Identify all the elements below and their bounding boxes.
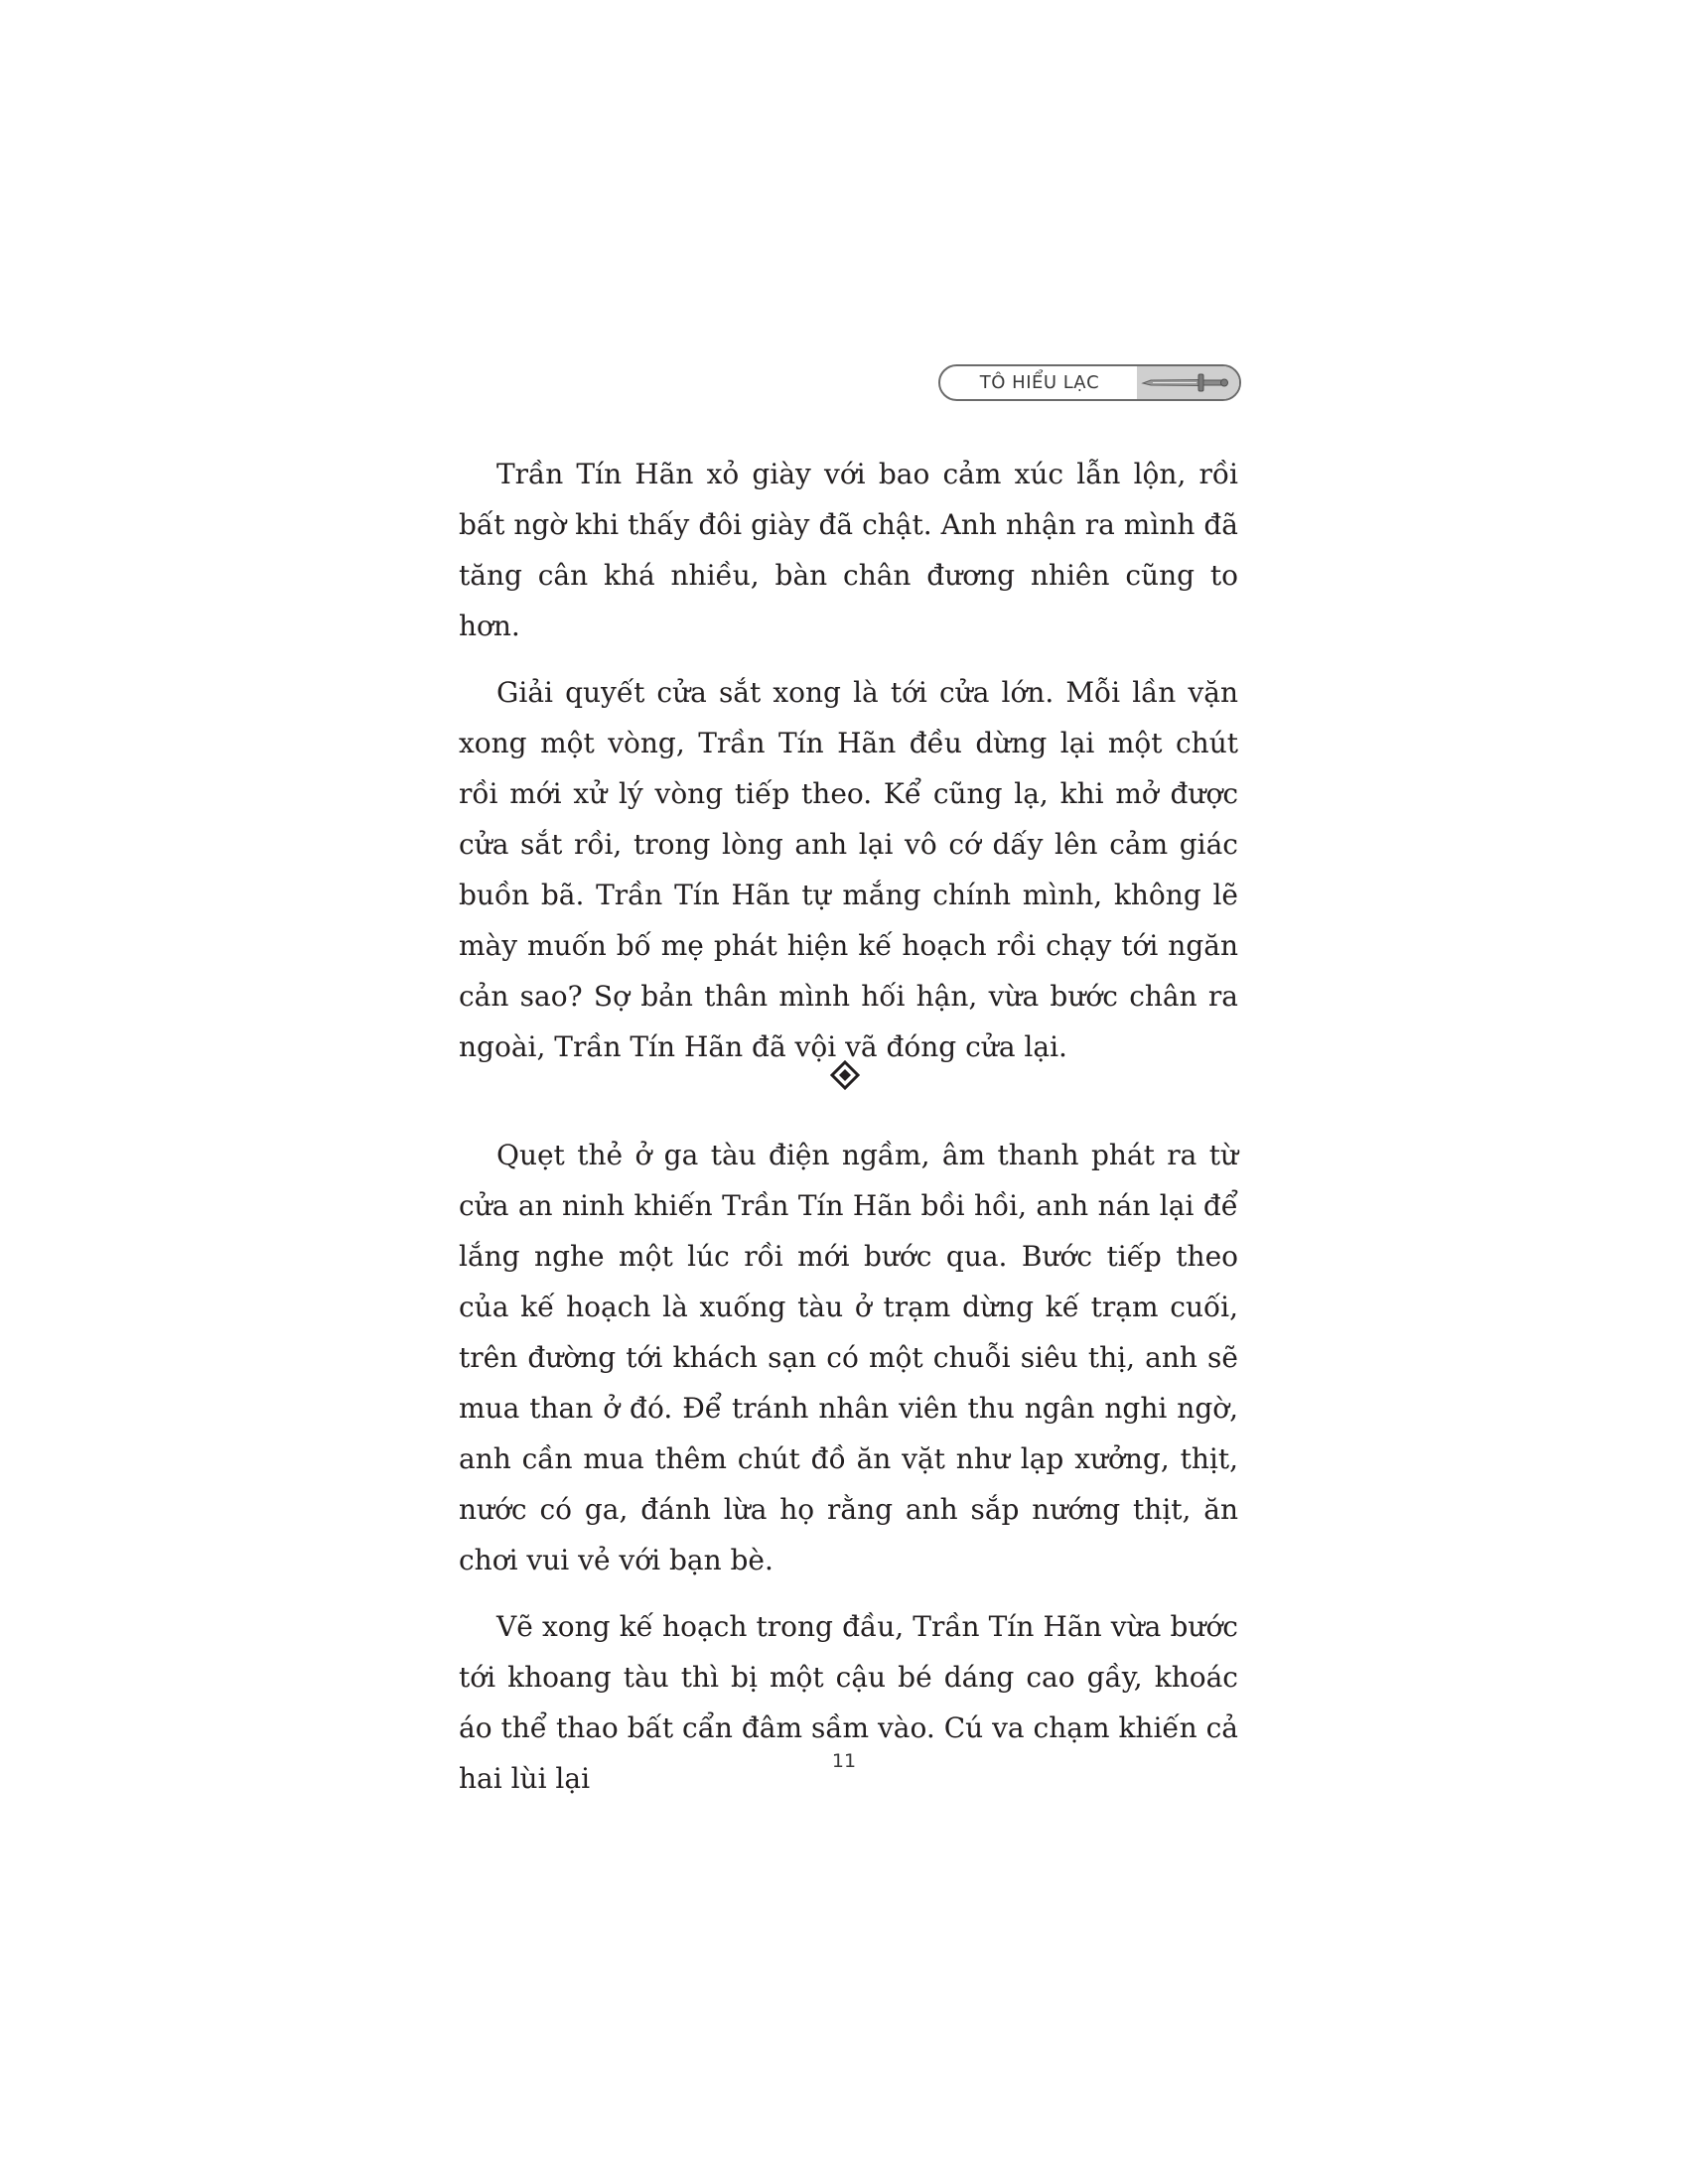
running-header-title: TÔ HIỂU LẠC — [979, 372, 1100, 393]
diamond-ornament-icon — [830, 1060, 860, 1090]
paragraph: Trần Tín Hãn xỏ giày với bao cảm xúc lẫn lộn, rồi bất ngờ khi thấy đôi giày đã chật. Anh nhận ra mình đã tăng cân khá nhiều, bàn chân đương nhiên cũng to hơn. — [459, 458, 1238, 642]
paragraph: Giải quyết cửa sắt xong là tới cửa lớn. Mỗi lần vặn xong một vòng, Trần Tín Hãn đều dừng lại một chút rồi mới xử lý vòng tiếp theo. Kể cũng lạ, khi mở được cửa sắt rồi, trong lòng anh lại vô cớ dấy lên cảm giác buồn bã. Trần Tín Hãn tự mắng chính mình, không lẽ mày muốn bố mẹ phát hiện kế hoạch rồi chạy tới ngăn cản sao? Sợ bản thân mình hối hận, vừa bước chân ra ngoài, Trần Tín Hãn đã vội vã đóng cửa lại. — [459, 676, 1238, 1063]
sword-icon — [1137, 366, 1239, 399]
body-text-part-2 — [459, 1130, 1238, 1804]
body-text-part-1 — [459, 449, 1238, 1072]
page-number: 11 — [831, 1750, 857, 1772]
paragraph: Vẽ xong kế hoạch trong đầu, Trần Tín Hãn vừa bước tới khoang tàu thì bị một cậu bé dáng cao gầy, khoác áo thể thao bất cẩn đâm sầm vào. Cú va chạm khiến cả hai lùi lại — [459, 1610, 1238, 1795]
paragraph: Quẹt thẻ ở ga tàu điện ngầm, âm thanh phát ra từ cửa an ninh khiến Trần Tín Hãn bồi hồi, anh nán lại để lắng nghe một lúc rồi mới bước qua. Bước tiếp theo của kế hoạch là xuống tàu ở trạm dừng kế trạm cuối, trên đường tới khách sạn có một chuỗi siêu thị, anh sẽ mua than ở đó. Để tránh nhân viên thu ngân nghi ngờ, anh cần mua thêm chút đồ ăn vặt như lạp xưởng, thịt, nước có ga, đánh lừa họ rằng anh sắp nướng thịt, ăn chơi vui vẻ với bạn bè. — [459, 1139, 1238, 1576]
running-header — [938, 364, 1241, 401]
